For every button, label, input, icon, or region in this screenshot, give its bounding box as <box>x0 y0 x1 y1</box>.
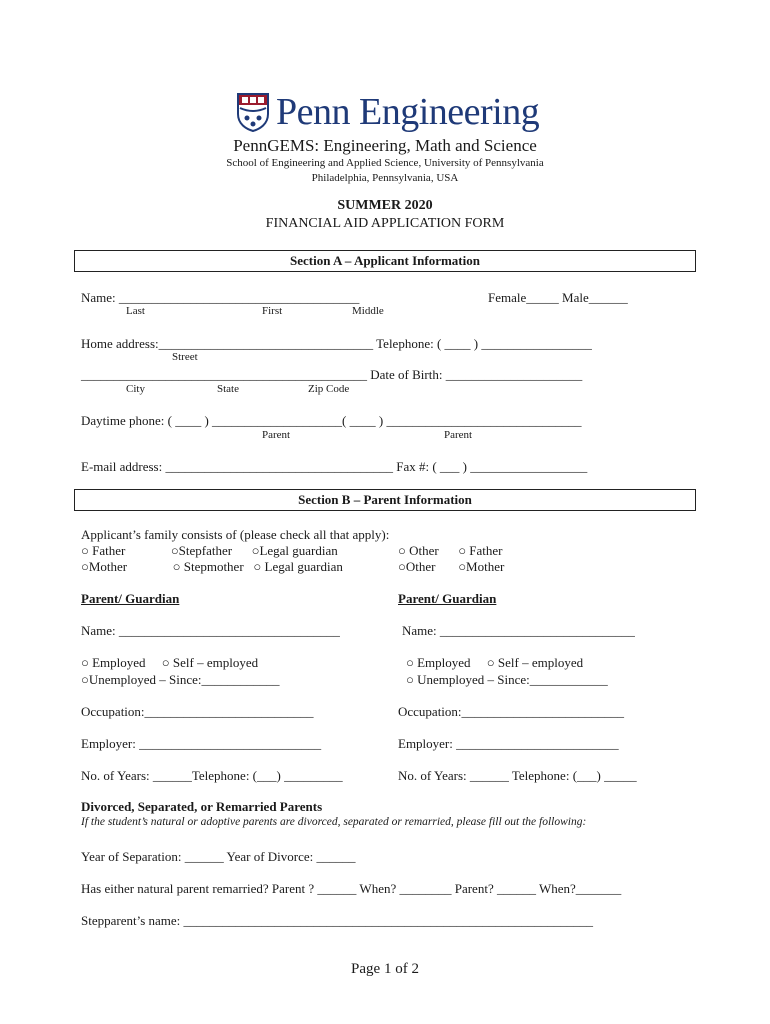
years-phone-right[interactable]: No. of Years: ______ Telephone: (___) _____ <box>398 768 637 783</box>
gender-field[interactable]: Female_____ Male______ <box>488 290 628 305</box>
occupation-right[interactable]: Occupation:_________________________ <box>398 704 625 719</box>
term: SUMMER 2020 <box>337 198 433 213</box>
label-state: State <box>217 383 239 395</box>
label-parent-2: Parent <box>444 429 473 441</box>
form-title: FINANCIAL AID APPLICATION FORM <box>265 216 505 231</box>
guardian-heading-left: Parent/ Guardian <box>81 591 180 606</box>
guardian-heading-right: Parent/ Guardian <box>398 591 497 606</box>
employment-left-row-1[interactable]: ○ Employed ○ Self – employed <box>81 655 259 670</box>
years-phone-left[interactable]: No. of Years: ______Telephone: (___) _________ <box>81 768 343 783</box>
daytime-phone-field[interactable]: Daytime phone: ( ____ ) ____________________( ____ ) ______________________________ <box>81 413 582 428</box>
penn-shield-icon <box>236 92 270 132</box>
employment-right-row-2[interactable]: ○ Unemployed – Since:____________ <box>406 672 608 687</box>
label-street: Street <box>172 351 198 363</box>
family-options-row-1-right[interactable]: ○ Other ○ Father <box>398 543 503 558</box>
stepparent-name-field[interactable]: Stepparent’s name: _______________________________________________________________ <box>81 913 594 928</box>
guardian-name-left[interactable]: Name: __________________________________ <box>81 623 340 638</box>
program-title: PennGEMS: Engineering, Math and Science <box>233 136 537 155</box>
label-middle: Middle <box>352 305 384 317</box>
location: Philadelphia, Pennsylvania, USA <box>311 172 459 184</box>
section-a-header: Section A – Applicant Information <box>74 250 696 272</box>
label-zip: Zip Code <box>308 383 350 395</box>
divorced-heading: Divorced, Separated, or Remarried Parents <box>81 799 323 814</box>
family-options-row-1[interactable]: ○ Father ○Stepfather ○Legal guardian <box>81 543 338 558</box>
occupation-left[interactable]: Occupation:__________________________ <box>81 704 314 719</box>
page-number: Page 1 of 2 <box>351 961 419 977</box>
guardian-name-right[interactable]: Name: ______________________________ <box>402 623 635 638</box>
logo-wordmark: Penn Engineering <box>276 91 540 133</box>
family-intro: Applicant’s family consists of (please check all that apply): <box>81 527 390 542</box>
label-last: Last <box>126 305 145 317</box>
penn-engineering-logo <box>236 90 539 134</box>
family-options-row-2[interactable]: ○Mother ○ Stepmother ○ Legal guardian <box>81 559 343 574</box>
divorced-instruction: If the student’s natural or adoptive parents are divorced, separated or remarried, please fill out the following: <box>81 816 587 828</box>
label-first: First <box>262 305 283 317</box>
name-field[interactable]: Name: _____________________________________ <box>81 290 360 305</box>
remarried-field[interactable]: Has either natural parent remarried? Parent ? ______ When? ________ Parent? ______ When?_______ <box>81 881 622 896</box>
section-b-header: Section B – Parent Information <box>74 489 696 511</box>
employment-right-row-1[interactable]: ○ Employed ○ Self – employed <box>406 655 584 670</box>
family-options-row-2-right[interactable]: ○Other ○Mother <box>398 559 505 574</box>
employment-left-row-2[interactable]: ○Unemployed – Since:____________ <box>81 672 280 687</box>
label-parent-1: Parent <box>262 429 291 441</box>
employer-right[interactable]: Employer: _________________________ <box>398 736 619 751</box>
email-fax-field[interactable]: E-mail address: ___________________________________ Fax #: ( ___ ) __________________ <box>81 459 588 474</box>
employer-left[interactable]: Employer: ____________________________ <box>81 736 322 751</box>
school-name: School of Engineering and Applied Science, University of Pennsylvania <box>226 157 544 169</box>
separation-divorce-years[interactable]: Year of Separation: ______ Year of Divorce: ______ <box>81 849 356 864</box>
label-city: City <box>126 383 145 395</box>
city-dob-field[interactable]: ____________________________________________ Date of Birth: _____________________ <box>81 367 583 382</box>
home-address-field[interactable]: Home address:_________________________________ Telephone: ( ____ ) _________________ <box>81 336 592 351</box>
